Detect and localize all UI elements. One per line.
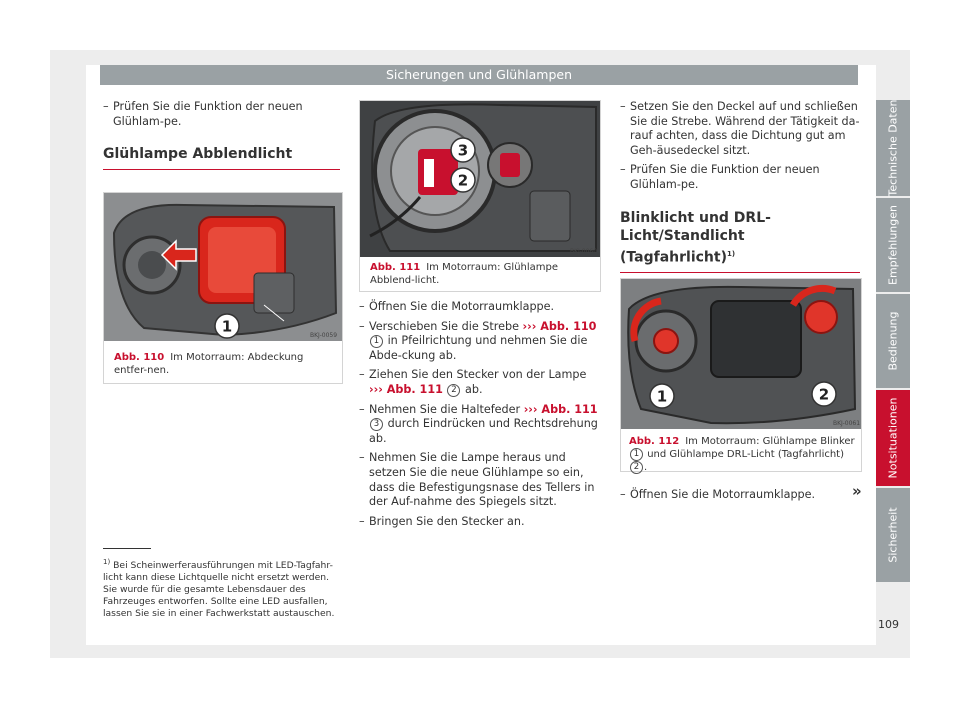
figure-110-code: BKJ-0059 [310, 332, 338, 339]
step-pull-plug: – Ziehen Sie den Stecker von der Lampe ››› Abb. 111 2 ab. [359, 368, 599, 397]
callout-2 [809, 379, 839, 409]
ref-number: 2 [447, 384, 460, 397]
footnote-text: Bei Scheinwerferausführungen mit LED-Tagfahr-licht kann diese Lichtquelle nicht ersetzt werden. Sie wurde für die gesamte Lebensdauer des Fahrzeuges entworfen. Sollte eine LED ausfallen, lassen Sie sie in einer Fachwerkstatt austauschen. [103, 560, 335, 620]
low-beam-lamp-illustration [360, 101, 600, 257]
step-open-hood-2: – Öffnen Sie die Motorraumklappe. [620, 488, 860, 503]
callout-2 [448, 165, 478, 195]
footnote-number: 1) [103, 558, 111, 566]
footnote-rule [103, 548, 151, 549]
step-replace-lamp: – Nehmen Sie die Lampe heraus und setzen Sie die neue Glühlampe so ein, dass die Befestigungsnase des Tellers in der Auf-nahme des Spiegels sitzt. [359, 451, 599, 509]
ref-number: 1 [630, 448, 643, 461]
svg-text:2: 2 [457, 171, 469, 190]
figure-111-text: Im Motorraum: Glühlampe Abblend-licht. [370, 262, 559, 286]
column-3-steps [620, 488, 860, 508]
svg-text:1: 1 [656, 387, 668, 406]
ref-abb-111[interactable]: ››› Abb. 111 [369, 382, 443, 396]
step-close-cover: – Setzen Sie den Deckel auf und schließen Sie die Strebe. Während der Tätigkeit da-rauf achten, dass die Dichtung gut am Geh-äusedeckel sitzt. [620, 100, 860, 158]
svg-text:3: 3 [457, 141, 469, 160]
column-3 [620, 100, 860, 273]
figure-111-image [360, 101, 600, 257]
tab-technische-daten[interactable]: Technische Daten [876, 100, 910, 196]
svg-text:2: 2 [818, 385, 830, 404]
figure-112-code: BKJ-0061 [833, 420, 861, 427]
figure-111-caption [370, 261, 592, 287]
column-2-steps [359, 300, 599, 534]
continue-arrow: » [852, 482, 862, 500]
figure-112-caption: Abb. 112 Im Motorraum: Glühlampe Blinker 1 und Glühlampe DRL-Licht (Tagfahrlicht) 2 . [629, 436, 855, 473]
tab-sicherheit[interactable]: Sicherheit [876, 488, 910, 582]
figure-110-image [104, 193, 342, 341]
callout-3 [448, 135, 478, 165]
step-check-lamp: – Prüfen Sie die Funktion der neuen Glühlam-pe. [103, 100, 340, 129]
figure-111-label: Abb. 111 [370, 262, 421, 273]
tab-empfehlungen[interactable]: Empfehlungen [876, 198, 910, 292]
heading-low-beam: Glühlampe Abblendlicht [103, 146, 293, 163]
tab-notsituationen[interactable]: Notsituationen [876, 390, 910, 486]
figure-112-image [621, 279, 861, 429]
section-header: Sicherungen und Glühlampen [100, 65, 858, 85]
callout-1 [212, 311, 242, 341]
figure-111-code: BKJ-0060 [570, 248, 598, 255]
figure-110-caption [114, 351, 334, 377]
ref-number: 1 [370, 335, 383, 348]
tab-bedienung[interactable]: Bedienung [876, 294, 910, 388]
step-remove-spring: – Nehmen Sie die Haltefeder ››› Abb. 111 3 durch Eindrücken und Rechtsdrehung ab. [359, 403, 599, 447]
figure-111 [359, 100, 601, 292]
ref-abb-111[interactable]: ››› Abb. 111 [523, 402, 598, 416]
svg-text:1: 1 [221, 317, 233, 336]
figure-110-text: Im Motorraum: Abdeckung entfer-nen. [114, 352, 304, 376]
step-open-hood: – Öffnen Sie die Motorraumklappe. [359, 300, 599, 315]
callout-1 [647, 381, 677, 411]
column-1 [103, 100, 340, 170]
footnote-mark: 1) [726, 249, 736, 258]
ref-number: 3 [370, 418, 383, 431]
figure-110-label: Abb. 110 [114, 352, 165, 363]
footnote [103, 556, 343, 620]
figure-112-label: Abb. 112 [629, 436, 680, 447]
page-number: 109 [878, 618, 899, 631]
ref-number: 2 [630, 461, 643, 474]
figure-110 [103, 192, 343, 384]
heading-rule [103, 169, 340, 170]
step-check-lamp-2: – Prüfen Sie die Funktion der neuen Glühlam-pe. [620, 163, 860, 192]
step-attach-plug: – Bringen Sie den Stecker an. [359, 515, 599, 530]
figure-112 [620, 278, 862, 472]
ref-abb-110[interactable]: ››› Abb. 110 [522, 319, 597, 333]
heading-rule [620, 272, 860, 273]
heading-indicator-drl: Blinklicht und DRL-Licht/Standlicht (Tagfahrlicht)$^{1)}$ [620, 209, 771, 266]
step-move-strut: – Verschieben Sie die Strebe ››› Abb. 110 1 in Pfeilrichtung und nehmen Sie die Abde-ckung ab. [359, 320, 599, 364]
